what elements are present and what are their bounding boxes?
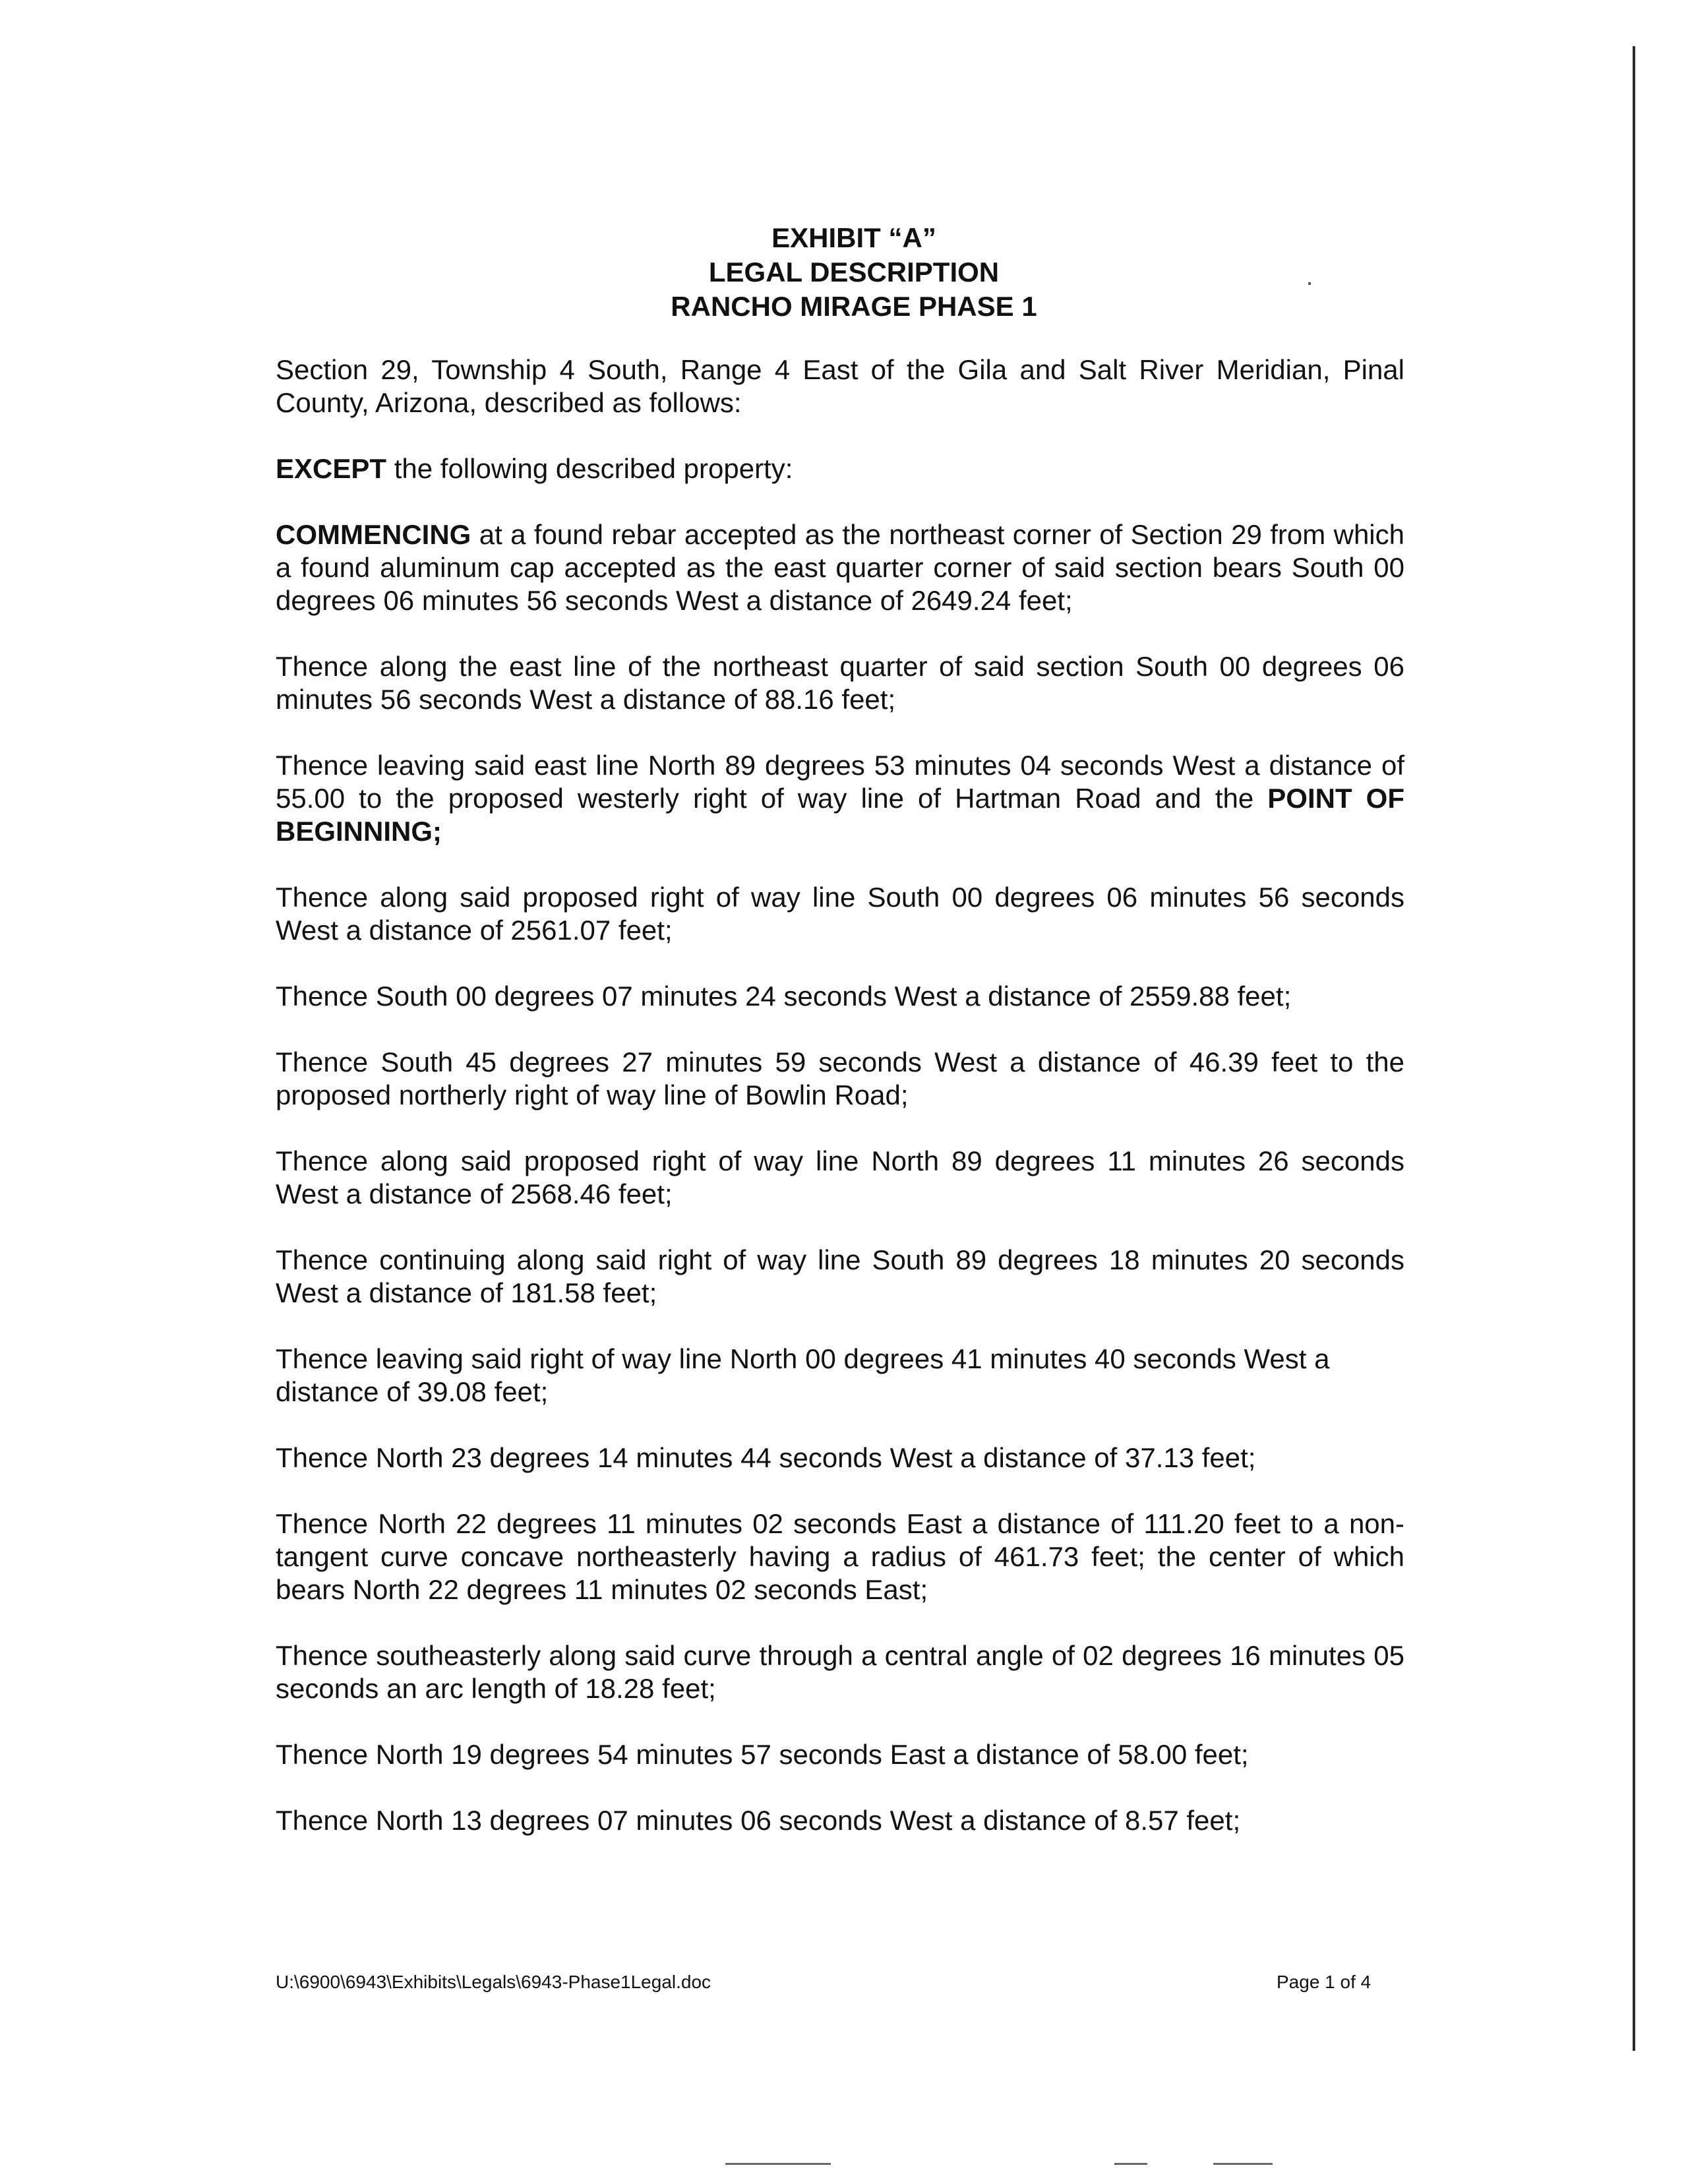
paragraph-except [276,452,1404,485]
except-text: the following described property: [386,453,793,484]
paragraph-curve: Thence North 22 degrees 11 minutes 02 seconds East a distance of 111.20 feet to a non-tangent curve concave northeasterly having a radius of 461.73 feet; the center of which bears North 22 degrees 11 minutes 02 seconds East; [276,1508,1404,1605]
commencing-text: at a found rebar accepted as the northeast corner of Section 29 from which a found aluminum cap accepted as the east quarter corner of said section bears South 00 degrees 06 minutes 56 seconds West a distance of 2649.24 feet; [276,519,1404,616]
header-legal-description: LEGAL DESCRIPTION [708,257,1000,288]
paragraph-course: Thence along the east line of the northeast quarter of said section South 00 degrees 06 minutes 56 seconds West a distance of 88.16 feet; [276,651,1404,715]
paragraph-course: Thence North 23 degrees 14 minutes 44 seconds West a distance of 37.13 feet; [276,1442,1256,1473]
scan-speck [1114,2163,1147,2165]
scan-speck [725,2163,831,2165]
document-header [0,221,1688,324]
paragraph-course: Thence South 00 degrees 07 minutes 24 seconds West a distance of 2559.88 feet; [276,981,1292,1012]
legal-description-body [276,353,1404,1870]
paragraph-section: Section 29, Township 4 South, Range 4 East of the Gila and Salt River Meridian, Pinal County, Arizona, described as follows: [276,354,1404,418]
pob-keyword: POINT OF BEGINNING; [276,783,1404,847]
paragraph-commencing [276,518,1404,617]
paragraph-arc: Thence southeasterly along said curve through a central angle of 02 degrees 16 minutes 05 seconds an arc length of 18.28 feet; [276,1640,1404,1704]
scan-edge-line [1633,46,1635,2051]
paragraph-course: Thence leaving said right of way line North 00 degrees 41 minutes 40 seconds West a distance of 39.08 feet; [276,1343,1330,1407]
commencing-keyword: COMMENCING [276,519,471,550]
paragraph-course: Thence South 45 degrees 27 minutes 59 seconds West a distance of 46.39 feet to the proposed northerly right of way line of Bowlin Road; [276,1046,1404,1110]
scan-speck [1308,282,1311,285]
header-exhibit: EXHIBIT “A” [771,222,936,253]
pob-text: Thence leaving said east line North 89 degrees 53 minutes 04 seconds West a distance of 55.00 to the proposed westerly right of way line of Hartman Road and the [276,750,1404,814]
scan-speck [1213,2163,1273,2165]
footer-page-number: Page 1 of 4 [1277,1972,1372,1992]
paragraph-course: Thence North 19 degrees 54 minutes 57 seconds East a distance of 58.00 feet; [276,1739,1249,1770]
except-keyword: EXCEPT [276,453,387,484]
footer-file-path: U:\6900\6943\Exhibits\Legals\6943-Phase1Legal.doc [276,1972,711,1992]
paragraph-course: Thence along said proposed right of way line South 00 degrees 06 minutes 56 seconds West a distance of 2561.07 feet; [276,882,1404,946]
paragraph-course: Thence continuing along said right of way line South 89 degrees 18 minutes 20 seconds West a distance of 181.58 feet; [276,1244,1404,1308]
header-project-name: RANCHO MIRAGE PHASE 1 [671,291,1037,322]
paragraph-point-of-beginning [276,749,1404,848]
paragraph-course: Thence along said proposed right of way line North 89 degrees 11 minutes 26 seconds West a distance of 2568.46 feet; [276,1145,1404,1209]
paragraph-course: Thence North 13 degrees 07 minutes 06 seconds West a distance of 8.57 feet; [276,1805,1241,1836]
